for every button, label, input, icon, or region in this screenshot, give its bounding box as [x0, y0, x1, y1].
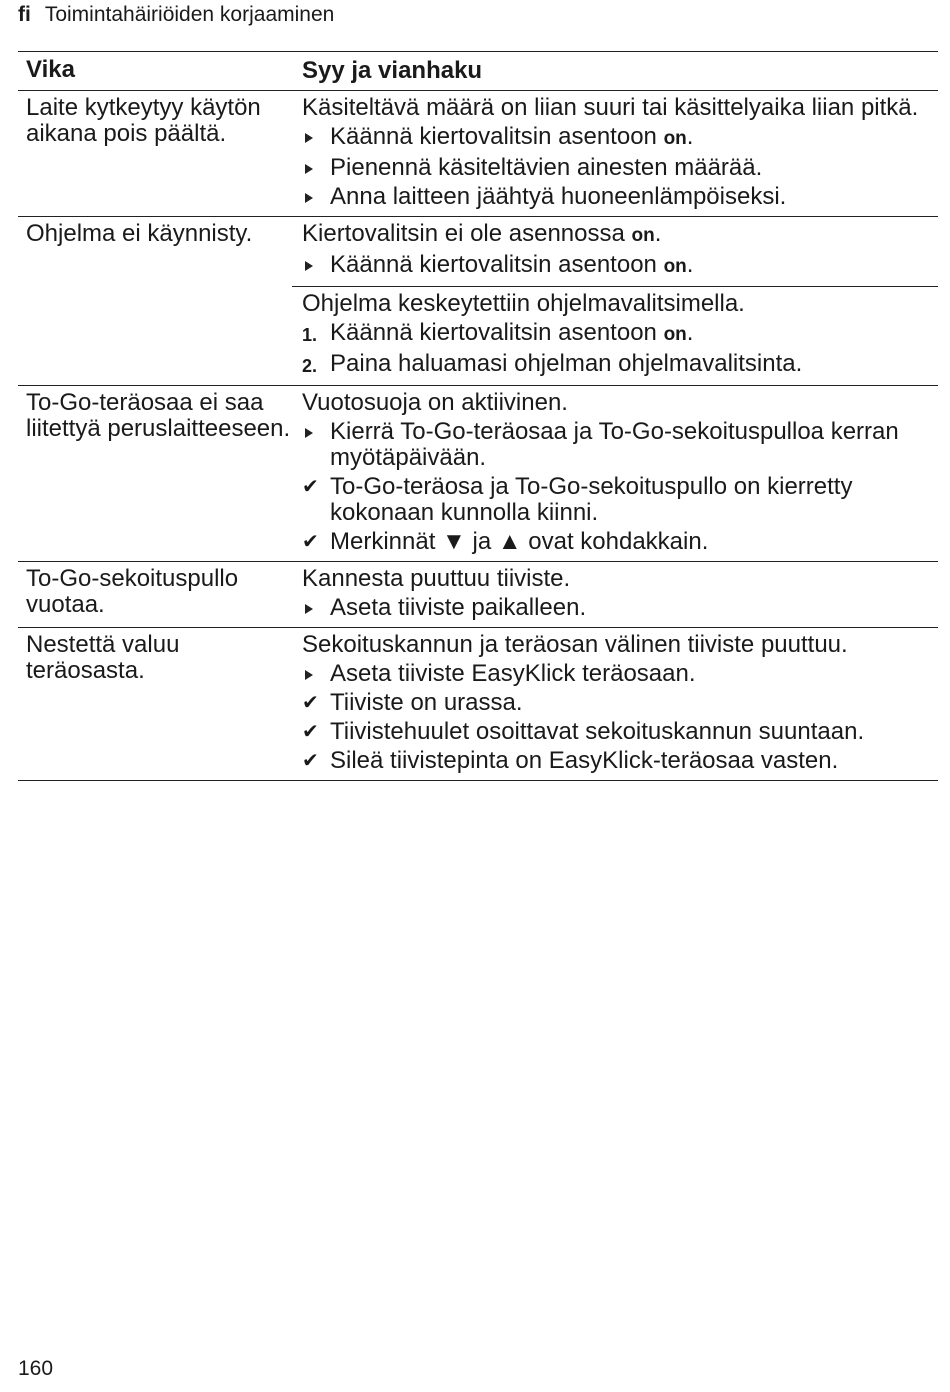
step-text: Sileä tiivistepinta on EasyKlick-teräosaa vasten.	[330, 747, 839, 774]
fault-cell: Nestettä valuu teräosasta.	[26, 631, 180, 684]
triangle-up-icon: ▲	[497, 528, 522, 555]
result-step: ✔ Merkinnät ▼ ja ▲ ovat kohdakkain.	[302, 528, 709, 555]
table-row	[18, 386, 938, 562]
step-text: Merkinnät	[330, 528, 443, 555]
arrow-bullet-icon	[302, 252, 330, 280]
cause-block	[302, 91, 938, 216]
check-icon: ✔	[302, 750, 319, 772]
fault-cell: To-Go-sekoituspullo vuotaa.	[26, 565, 239, 618]
table-row	[18, 562, 938, 628]
step-text: Aseta tiiviste paikalleen.	[330, 594, 587, 621]
remedy-step	[302, 595, 938, 621]
step-text: Käännä kiertovalitsin asentoon	[330, 123, 664, 150]
fault-cell: Laite kytkeytyy käytön aikana pois päältä.	[26, 94, 261, 147]
remedy-step	[302, 155, 938, 181]
check-icon: ✔	[302, 721, 319, 743]
step-text: To-Go-teräosa ja To-Go-sekoituspullo on kierretty kokonaan kunnolla kiinni.	[330, 473, 853, 526]
result-step	[302, 719, 938, 745]
step-text: Anna laitteen jäähtyä huoneenlämpöiseksi.	[330, 183, 787, 210]
remedy-step	[302, 351, 938, 379]
arrow-bullet-icon	[302, 419, 330, 471]
remedy-step	[302, 661, 938, 687]
cause-text: Sekoituskannun ja teräosan välinen tiiviste puuttuu.	[302, 631, 848, 658]
cause-text: Ohjelma keskeytettiin ohjelmavalitsimella.	[302, 290, 745, 317]
fault-cell: To-Go-teräosaa ei saa liitettyä peruslaitteeseen.	[26, 389, 291, 442]
result-step	[302, 474, 938, 526]
triangle-down-icon: ▼	[442, 528, 466, 555]
arrow-bullet-icon	[302, 184, 330, 210]
step-text: Pienennä käsiteltävien ainesten määrää.	[330, 154, 763, 181]
cause-text: Vuotosuoja on aktiivinen.	[302, 389, 568, 416]
remedy-step: 1. Käännä kiertovalitsin asentoon on.	[302, 319, 694, 346]
arrow-bullet-icon	[302, 661, 330, 687]
check-icon: ✔	[302, 692, 319, 714]
cause-cell	[292, 628, 938, 780]
cause-block	[302, 386, 938, 561]
step-number: 1.	[302, 325, 318, 345]
step-text: Aseta tiiviste EasyKlick teräosaan.	[330, 660, 696, 687]
check-icon: ✔	[302, 531, 319, 553]
page-number: 160	[18, 1357, 54, 1380]
check-icon: ✔	[302, 476, 319, 498]
cause-block	[302, 217, 938, 286]
on-position-label: on	[663, 128, 687, 149]
step-text: Paina haluamasi ohjelman ohjelmavalitsinta.	[330, 350, 803, 377]
arrow-bullet-icon	[302, 595, 330, 621]
cause-block	[292, 286, 938, 385]
remedy-step	[302, 419, 938, 471]
on-position-label: on	[663, 324, 687, 345]
cause-block	[302, 562, 938, 627]
table-row	[18, 91, 938, 217]
arrow-bullet-icon	[302, 124, 330, 152]
remedy-step: Käännä kiertovalitsin asentoon on.	[302, 252, 938, 280]
cause-text: Kannesta puuttuu tiiviste.	[302, 565, 571, 592]
page-header	[18, 3, 334, 27]
remedy-step	[302, 184, 938, 210]
section-title: Toimintahäiriöiden korjaaminen	[44, 3, 335, 26]
step-text: Käännä kiertovalitsin asentoon	[330, 319, 664, 346]
table-row	[18, 217, 938, 386]
step-text: Tiiviste on urassa.	[330, 689, 523, 716]
step-number: 2.	[302, 356, 318, 376]
language-code: fi	[18, 3, 31, 26]
result-step	[302, 748, 938, 774]
on-position-label: on	[663, 256, 687, 277]
remedy-step: Käännä kiertovalitsin asentoon on.	[302, 124, 938, 152]
arrow-bullet-icon	[302, 155, 330, 181]
fault-cell: Ohjelma ei käynnisty.	[26, 220, 253, 247]
result-step	[302, 690, 938, 716]
step-text: Kierrä To-Go-teräosaa ja To-Go-sekoituspulloa kerran myötäpäivään.	[330, 418, 899, 471]
cause-cell	[292, 386, 938, 561]
cause-cell	[292, 217, 938, 385]
column-header-fault: Vika	[26, 56, 75, 83]
cause-text: Kiertovalitsin ei ole asennossa on.	[302, 220, 662, 247]
troubleshooting-table	[18, 51, 938, 781]
cause-block	[302, 628, 938, 780]
cause-cell	[292, 91, 938, 216]
table-row	[18, 628, 938, 781]
step-text: Tiivistehuulet osoittavat sekoituskannun suuntaan.	[330, 718, 865, 745]
cause-cell	[292, 562, 938, 627]
column-header-cause: Syy ja vianhaku	[302, 57, 483, 84]
step-text: Käännä kiertovalitsin asentoon	[330, 251, 664, 278]
cause-text: Käsiteltävä määrä on liian suuri tai käsittelyaika liian pitkä.	[302, 94, 919, 121]
table-header-row	[18, 52, 938, 91]
on-position-label: on	[631, 225, 655, 246]
